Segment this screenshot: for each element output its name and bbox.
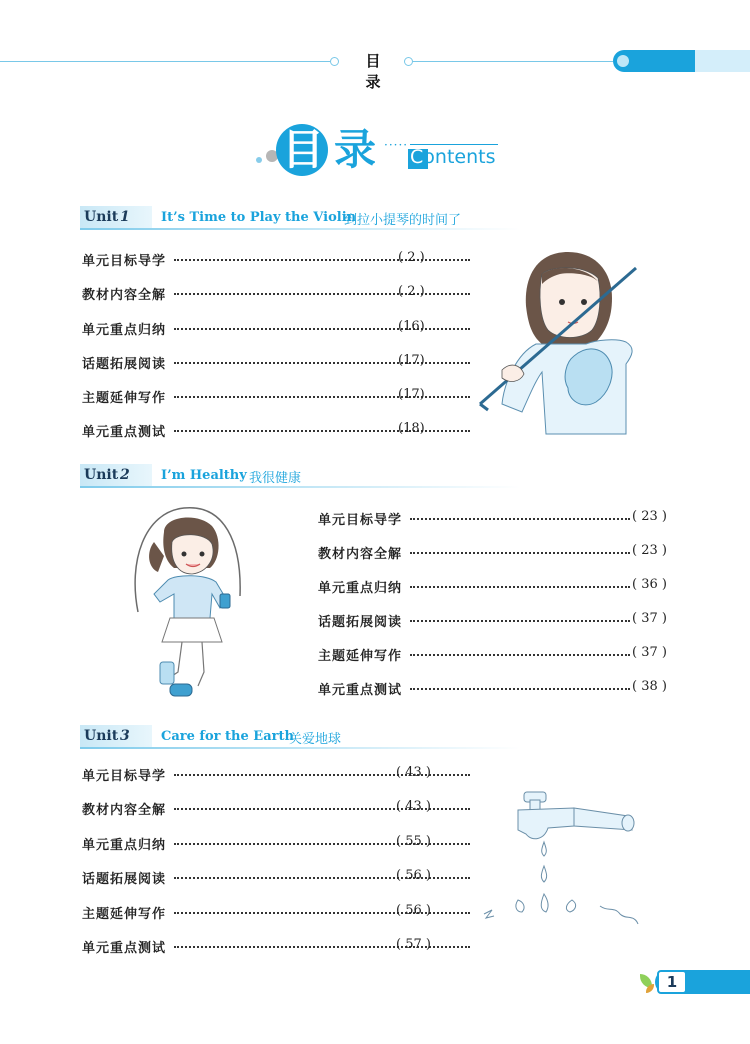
header-rule-right [412,61,613,62]
title-dots: ····· [384,138,409,152]
toc-entry[interactable] [82,250,442,270]
toc-entry[interactable] [82,903,442,923]
toc-entry-label: 教材内容全解 [82,288,167,303]
header-tab-knob [617,55,629,67]
unit-number: 2 [120,467,130,483]
unit-number: 3 [120,728,130,744]
toc-leader [410,688,630,690]
toc-entry-page: ( 36 ) [632,577,667,592]
toc-entry-label: 主题延伸写作 [318,649,403,664]
unit-title-en: Care for the Earth [161,729,294,744]
jump-rope-girl-illustration [124,502,252,706]
toc-entry-label: 教材内容全解 [318,547,403,562]
toc-entry-label: 单元重点测试 [82,425,167,440]
unit-word: Unit [84,728,119,744]
toc-entry-label: 单元目标导学 [318,513,403,528]
toc-entry[interactable] [318,645,678,665]
unit-title-en: It’s Time to Play the Violin [161,210,357,225]
toc-entry[interactable] [82,799,442,819]
unit-title-cn: 关爱地球 [289,732,342,747]
toc-entry[interactable] [318,577,678,597]
title-char-lu: 录 [334,125,377,174]
toc-entry[interactable] [82,387,442,407]
toc-entry-page: ( 38 ) [632,679,667,694]
toc-entry-label: 单元重点归纳 [318,581,403,596]
toc-entry-label: 话题拓展阅读 [82,872,167,887]
toc-entry-label: 单元重点归纳 [82,323,167,338]
title-char-mu: 目 [281,125,324,174]
toc-entry[interactable] [318,509,678,529]
page-number: 1 [666,973,678,991]
unit-word: Unit [84,467,119,483]
title-decor-dot-small [256,157,262,163]
toc-leader [410,654,630,656]
toc-entry-page: (16) [398,319,425,334]
toc-entry[interactable] [318,611,678,631]
unit-2-header [80,464,520,488]
toc-entry-label: 单元重点测试 [318,683,403,698]
header-rule-dot-left [330,57,339,66]
unit-underline [80,747,520,749]
unit-word: Unit [84,209,119,225]
unit-number: 1 [120,209,130,225]
toc-entry-label: 单元重点测试 [82,941,167,956]
toc-entry-page: (17) [398,353,425,368]
toc-entry-page: (18) [398,421,425,436]
toc-entry-label: 主题延伸写作 [82,391,167,406]
toc-entry[interactable] [82,765,442,785]
unit-title-en: I’m Healthy [161,468,247,483]
toc-entry-page: ( 56 ) [396,868,431,883]
toc-entry[interactable] [318,679,678,699]
toc-entry[interactable] [82,868,442,888]
toc-entry-page: ( 2 ) [398,250,425,265]
toc-entry-page: ( 23 ) [632,509,667,524]
toc-entry-page: ( 56 ) [396,903,431,918]
toc-entry[interactable] [82,284,442,304]
toc-entry-page: ( 55 ) [396,834,431,849]
toc-leader [410,552,630,554]
unit-underline [80,228,520,230]
toc-entry-page: ( 43 ) [396,765,431,780]
toc-entry-label: 单元目标导学 [82,254,167,269]
unit-3-header [80,725,520,749]
toc-entry[interactable] [82,353,442,373]
toc-entry[interactable] [82,319,442,339]
toc-entry-page: (17) [398,387,425,402]
toc-entry-label: 教材内容全解 [82,803,167,818]
violin-girl-illustration [476,244,656,444]
unit-underline [80,486,520,488]
header-tab-tail [695,50,750,72]
toc-entry-page: ( 23 ) [632,543,667,558]
toc-entry-page: ( 2 ) [398,284,425,299]
toc-entry-label: 话题拓展阅读 [82,357,167,372]
contents-overline [410,144,498,145]
toc-entry-page: ( 57 ) [396,937,431,952]
toc-leader [174,328,470,330]
unit-title-cn: 到拉小提琴的时间了 [344,213,462,228]
toc-entry[interactable] [318,543,678,563]
running-header-title: 目 录 [365,52,395,91]
unit-title-cn: 我很健康 [249,471,302,486]
toc-entry[interactable] [82,834,442,854]
unit-1-header [80,206,520,230]
toc-leader [174,362,470,364]
toc-leader [410,518,630,520]
toc-entry-page: ( 37 ) [632,611,667,626]
toc-leader [410,620,630,622]
toc-entry[interactable] [82,421,442,441]
contents-rest: ontents [423,146,496,168]
toc-leader [174,430,470,432]
dripping-tap-illustration [478,786,650,936]
toc-leader [174,293,470,295]
toc-entry-label: 单元重点归纳 [82,838,167,853]
toc-entry-page: ( 43 ) [396,799,431,814]
toc-leader [410,586,630,588]
toc-leader [174,396,470,398]
toc-entry-page: ( 37 ) [632,645,667,660]
header-rule-left [0,61,330,62]
contents-word [410,146,495,168]
toc-entry-label: 主题延伸写作 [82,907,167,922]
toc-entry-label: 单元目标导学 [82,769,167,784]
contents-first-letter: C [410,146,424,168]
toc-entry-label: 话题拓展阅读 [318,615,403,630]
toc-entry[interactable] [82,937,442,957]
toc-leader [174,259,470,261]
